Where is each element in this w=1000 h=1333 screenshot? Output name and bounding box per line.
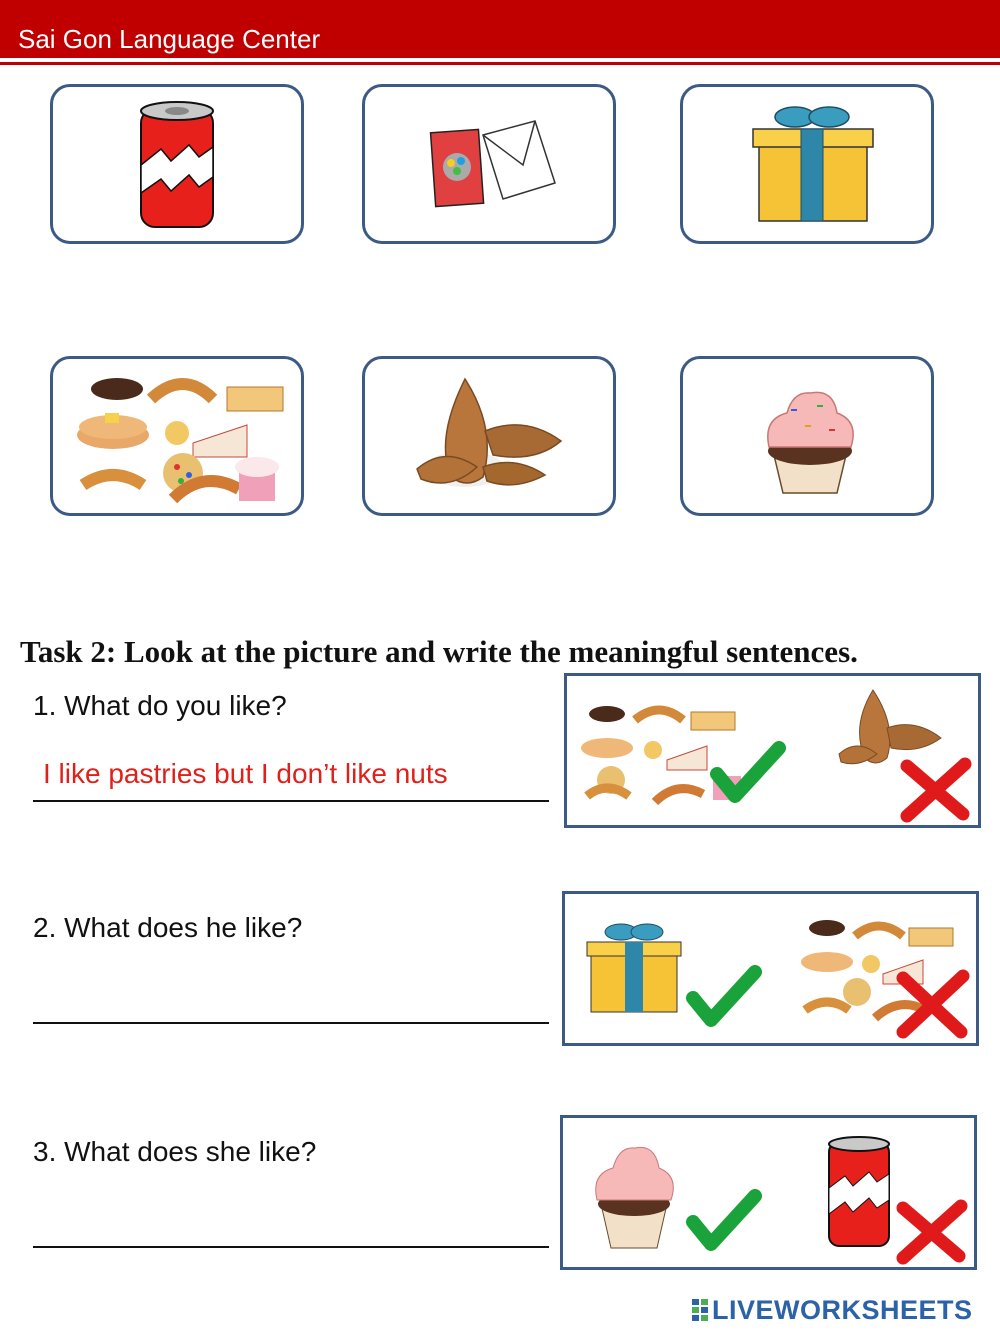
card-gift-box bbox=[680, 84, 934, 244]
almonds-icon bbox=[839, 690, 941, 764]
pastries-icon bbox=[581, 706, 741, 802]
check-icon bbox=[693, 972, 755, 1020]
almonds-icon bbox=[365, 359, 619, 519]
gift-box-icon bbox=[587, 924, 681, 1012]
question-2: 2. What does he like? bbox=[33, 912, 303, 943]
answer-line-3[interactable] bbox=[33, 1246, 549, 1248]
cross-icon bbox=[907, 764, 965, 816]
question-1: 1. What do you like? bbox=[33, 690, 287, 721]
answer-1[interactable]: I like pastries but I don’t like nuts bbox=[43, 758, 448, 789]
question-3: 3. What does she like? bbox=[33, 1136, 317, 1167]
pastries-icon bbox=[53, 359, 307, 519]
answer-line-2[interactable] bbox=[33, 1022, 549, 1024]
picture-box-1 bbox=[564, 673, 981, 828]
header-title: Sai Gon Language Center bbox=[18, 24, 321, 54]
picture-box-3 bbox=[560, 1115, 977, 1270]
picture-box-2 bbox=[562, 891, 979, 1046]
cupcake-icon bbox=[596, 1147, 674, 1248]
card-cupcake bbox=[680, 356, 934, 516]
soda-can-icon bbox=[53, 87, 307, 247]
card-soda-can bbox=[50, 84, 304, 244]
liveworksheets-logo[interactable] bbox=[692, 1293, 992, 1327]
task-title: Task 2: Look at the picture and write the meaningful sentences. bbox=[20, 634, 858, 669]
gift-box-icon bbox=[683, 87, 937, 247]
soda-can-icon bbox=[829, 1137, 889, 1246]
check-icon bbox=[717, 748, 779, 796]
check-icon bbox=[693, 1196, 755, 1244]
answer-line-1[interactable] bbox=[33, 800, 549, 802]
header-divider bbox=[0, 62, 1000, 65]
card-pastries bbox=[50, 356, 304, 516]
liveworksheets-logo-text: LIVEWORKSHEETS bbox=[712, 1295, 973, 1325]
cupcake-icon bbox=[683, 359, 937, 519]
cross-icon bbox=[903, 1206, 961, 1258]
card-birthday-card bbox=[362, 84, 616, 244]
card-nuts bbox=[362, 356, 616, 516]
birthday-card-icon bbox=[365, 87, 619, 247]
liveworksheets-logo-icon bbox=[692, 1299, 708, 1321]
